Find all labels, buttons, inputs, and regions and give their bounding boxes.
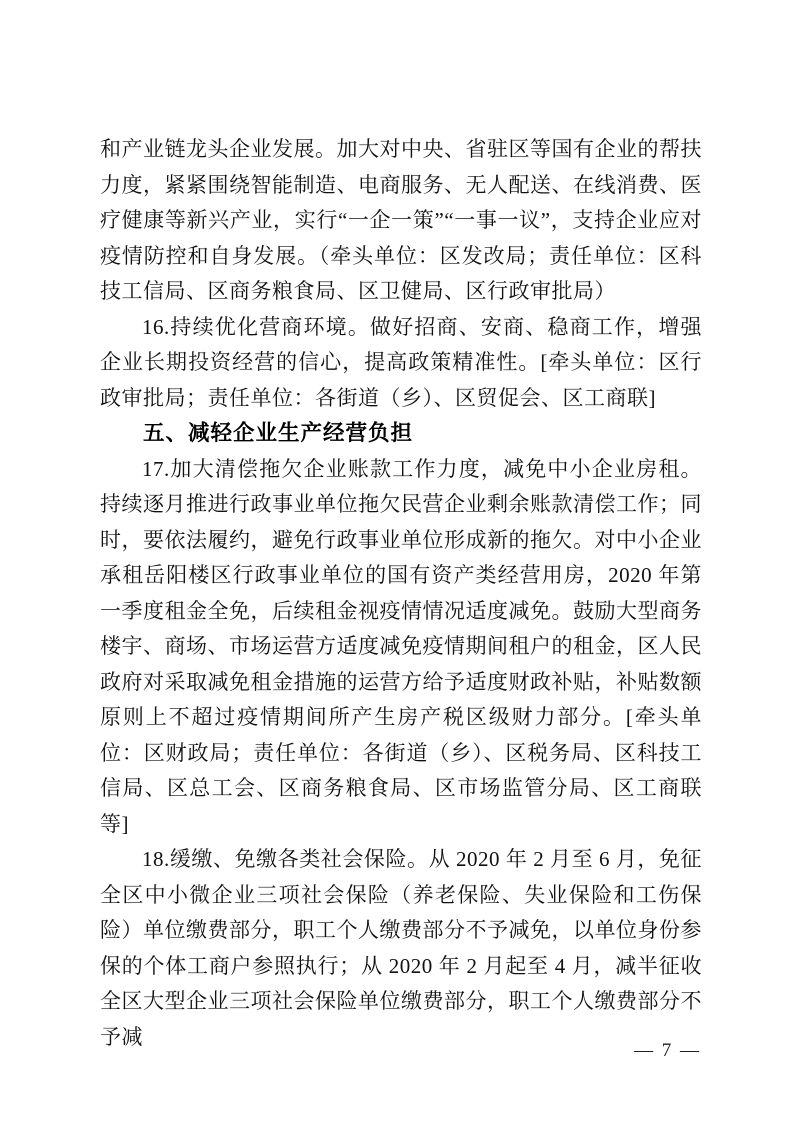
paragraph-18: 18.缓缴、免缴各类社会保险。从 2020 年 2 月至 6 月，免征全区中小微企业三项社会保险（养老保险、失业保险和工伤保险）单位缴费部分，职工个人缴费部分不予减免，以单位身份参保的个体工商户参照执行；从 2020 年 2 月起至 4 月，减半征收全区大型企业三项社会保险单位缴费部分，职工个人缴费部分不予减	[100, 847, 702, 1049]
section-heading: 五、减轻企业生产经营负担	[143, 421, 414, 445]
paragraph-continuation: 和产业链龙头企业发展。加大对中央、省驻区等国有企业的帮扶力度，紧紧围绕智能制造、电商服务、无人配送、在线消费、医疗健康等新兴产业，实行“一企一策”“一事一议”，支持企业应对疫情防控和自身发展。（牵头单位：区发改局；责任单位：区科技工信局、区商务粮食局、区卫健局、区行政审批局）	[100, 137, 702, 303]
document-content	[100, 132, 702, 1055]
paragraph-16: 16.持续优化营商环境。做好招商、安商、稳商工作，增强企业长期投资经营的信心，提高政策精准性。[牵头单位：区行政审批局；责任单位：各街道（乡）、区贸促会、区工商联]	[100, 314, 702, 410]
page-number: — 7 —	[634, 1040, 701, 1061]
paragraph-17: 17.加大清偿拖欠企业账款工作力度，减免中小企业房租。持续逐月推进行政事业单位拖欠民营企业剩余账款清偿工作；同时，要依法履约，避免行政事业单位形成新的拖欠。对中小企业承租岳阳楼区行政事业单位的国有资产类经营用房，2020 年第一季度租金全免，后续租金视疫情情况适度减免。鼓励大型商务楼宇、商场、市场运营方适度减免疫情期间租户的租金，区人民政府对采取减免租金措施的运营方给予适度财政补贴，补贴数额原则上不超过疫情期间所产生房产税区级财力部分。[牵头单位：区财政局；责任单位：各街道（乡）、区税务局、区科技工信局、区总工会、区商务粮食局、区市场监管分局、区工商联等]	[100, 456, 702, 836]
